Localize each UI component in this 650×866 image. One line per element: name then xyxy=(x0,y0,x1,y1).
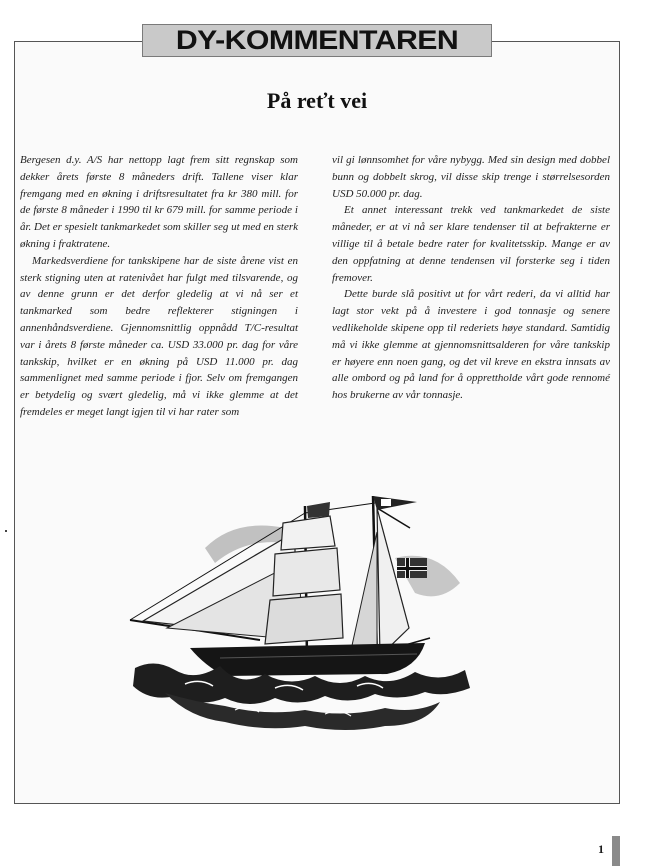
right-column xyxy=(332,152,610,404)
masthead-title: DY-KOMMENTAREN xyxy=(175,25,459,55)
left-column xyxy=(20,152,298,421)
sailing-ship-illustration xyxy=(125,488,475,738)
paragraph: Markedsverdiene for tankskipene har de siste årene vist en sterk stigning uten at ratenivået har fulgt med tilsvarende, og av denne grunn er det derfor gledelig at vi nå ser et tankmarked som bedre reflekterer stigningen i annenhåndsverdiene. Gjennomsnittlig oppnådd T/C-resultat var i årets 8 første måneder ca. USD 33.000 pr. dag for våre tankskip, hvilket er en økning på USD 11.000 pr. dag sammenlignet med samme periode i fjor. Selv om fremgangen er betydelig og svært gledelig, må vi ikke glemme at det fremdeles er meget langt igjen til vi har rater som xyxy=(20,254,298,418)
page-edge-tab xyxy=(612,836,620,866)
paragraph: Bergesen d.y. A/S har nettopp lagt frem sitt regnskap som dekker årets første 8 måneders drift. Tallene viser klar fremgang med en økning i driftsresultatet fra kr 380 mill. for de første 8 måneder i 1990 til kr 679 mill. for samme periode i år. Det er spesielt tankmarkedet som skiller seg ut med en sterk økning i fraktratene. xyxy=(20,154,298,250)
paragraph: Et annet interessant trekk ved tankmarkedet de siste måneder, er at vi nå ser klare tendenser til at befrakterne er villige til å betale bedre rater for kvalitetsskip. Mange er av den oppfatning at denne tendensen vil forsterke seg i tiden fremover. xyxy=(332,204,610,284)
paragraph: vil gi lønnsomhet for våre nybygg. Med sin design med dobbel bunn og dobbelt skrog, vil disse skip trenge i størrelsesorden USD 50.000 pr. dag. xyxy=(332,154,610,200)
stray-mark xyxy=(5,530,7,532)
article-headline: På reťt vei xyxy=(266,88,368,113)
paragraph: Dette burde slå positivt ut for vårt rederi, da vi alltid har lagt stor vekt på å investere i god tonnasje og senere vedlikeholde skipene opp til rederiets høye standard. Samtidig må vi ikke glemme at gjennomsnittsalderen for våre tankskip er høyere enn noen gang, og det vil kreve en ekstra innsats av alle ombord og på land for å opprettholde vårt gode rennomé hos brukerne av vår tonnasje. xyxy=(332,288,610,402)
masthead-banner xyxy=(142,24,492,57)
page-number: 1 xyxy=(598,842,604,856)
